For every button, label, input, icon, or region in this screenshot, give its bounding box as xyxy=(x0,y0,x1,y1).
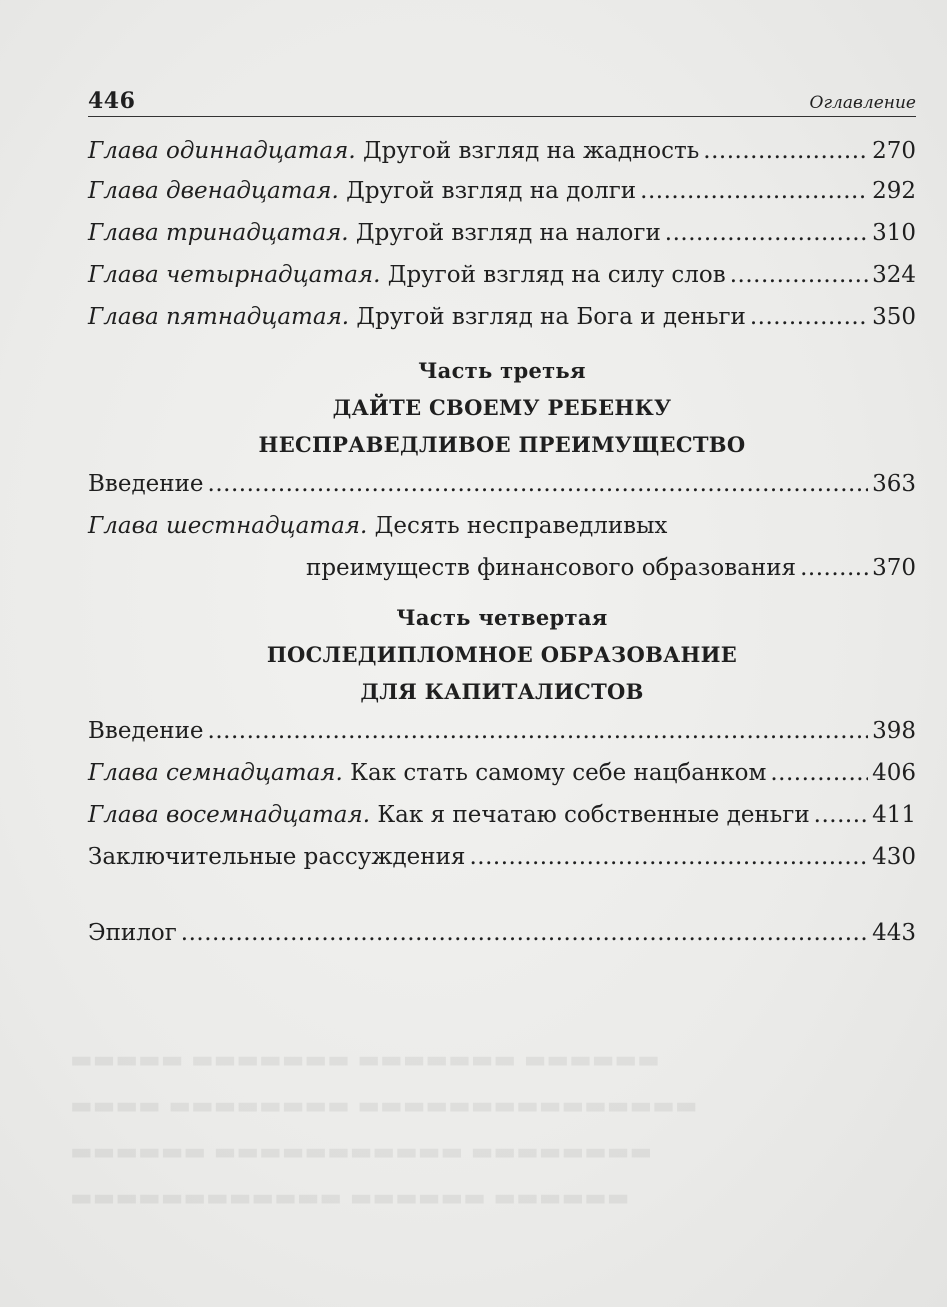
page-ref: 350 xyxy=(872,304,916,330)
chapter-title: Другой взгляд на налоги xyxy=(348,220,661,246)
page-ref: 406 xyxy=(872,760,916,786)
chapter-title: Десять несправедливых xyxy=(367,513,668,539)
toc-entry-conclusion[interactable] xyxy=(88,836,916,878)
part-four-label: Часть четвертая xyxy=(396,605,608,630)
leader-dots xyxy=(800,547,868,589)
page-ref: 443 xyxy=(872,920,916,946)
part-four-title-line1: ПОСЛЕДИПЛОМНОЕ ОБРАЗОВАНИЕ xyxy=(266,642,738,667)
chapter-label: Глава двенадцатая. xyxy=(88,178,339,204)
chapter-title: Другой взгляд на силу слов xyxy=(380,262,726,288)
toc-entry-chapter-16[interactable] xyxy=(88,505,916,547)
leader-dots xyxy=(730,254,868,296)
page-ref: 398 xyxy=(872,718,916,744)
page-ref: 370 xyxy=(872,555,916,581)
page-ref: 411 xyxy=(872,802,916,828)
leader-dots xyxy=(703,132,868,170)
leader-dots xyxy=(208,463,869,505)
leader-dots xyxy=(181,912,868,954)
bleed-through-text: ▬▬▬▬▬▬▬▬▬▬▬▬ ▬▬▬▬▬▬ ▬▬▬▬▬▬ ▬▬▬▬▬▬ ▬▬▬▬▬▬▬▬▬▬▬ ▬▬▬▬▬▬▬▬ ▬▬▬▬ ▬▬▬▬▬▬▬▬ ▬▬▬▬▬▬▬▬▬▬▬▬▬▬▬ ▬▬▬▬▬ ▬▬▬▬▬▬▬ ▬▬▬▬▬▬▬ ▬▬▬▬▬▬ xyxy=(70,1049,698,1215)
part-three-label: Часть третья xyxy=(418,358,586,383)
leader-dots xyxy=(640,170,868,212)
page-header xyxy=(88,86,916,117)
toc-entry-part-four-intro[interactable] xyxy=(88,710,916,752)
chapter-title: Другой взгляд на Бога и деньги xyxy=(349,304,746,330)
toc-entry-chapter-15[interactable] xyxy=(88,296,916,338)
toc-entry-chapter-14[interactable] xyxy=(88,254,916,296)
chapter-label: Глава семнадцатая. xyxy=(88,760,343,786)
leader-dots xyxy=(814,794,868,836)
toc-entry-chapter-11[interactable] xyxy=(88,132,916,170)
chapter-label: Глава шестнадцатая. xyxy=(88,513,368,539)
page-ref: 310 xyxy=(872,220,916,246)
entry-title: Введение xyxy=(88,718,204,744)
entry-title: Заключительные рассуждения xyxy=(88,844,466,870)
part-three-title-line1: ДАЙТЕ СВОЕМУ РЕБЕНКУ xyxy=(332,395,672,420)
chapter-label: Глава пятнадцатая. xyxy=(88,304,350,330)
entry-title: Эпилог xyxy=(88,920,177,946)
chapter-label: Глава тринадцатая. xyxy=(88,220,349,246)
leader-dots xyxy=(208,710,869,752)
running-head: Оглавление xyxy=(809,93,916,113)
toc-entry-chapter-17[interactable] xyxy=(88,752,916,794)
toc-entry-chapter-12[interactable] xyxy=(88,170,916,212)
toc-entry-chapter-13[interactable] xyxy=(88,212,916,254)
table-of-contents xyxy=(88,132,916,954)
chapter-title: Как стать самому себе нацбанком xyxy=(342,760,767,786)
page-ref: 324 xyxy=(872,262,916,288)
part-four-title-line2: ДЛЯ КАПИТАЛИСТОВ xyxy=(360,679,644,704)
leader-dots xyxy=(770,752,868,794)
entry-title: Введение xyxy=(88,471,204,497)
page-ref: 430 xyxy=(872,844,916,870)
chapter-label: Глава восемнадцатая. xyxy=(88,802,371,828)
toc-entry-chapter-18[interactable] xyxy=(88,794,916,836)
toc-entry-epilogue[interactable] xyxy=(88,912,916,954)
leader-dots xyxy=(750,296,868,338)
chapter-label: Глава одиннадцатая. xyxy=(88,138,356,164)
chapter-title-continued: преимуществ финансового образования xyxy=(306,555,797,581)
chapter-title: Как я печатаю собственные деньги xyxy=(370,802,810,828)
leader-dots xyxy=(665,212,868,254)
chapter-label: Глава четырнадцатая. xyxy=(88,262,381,288)
leader-dots xyxy=(469,836,868,878)
page-number: 446 xyxy=(88,88,136,114)
chapter-title: Другой взгляд на долги xyxy=(338,178,637,204)
page-ref: 270 xyxy=(872,138,916,164)
part-three-title-line2: НЕСПРАВЕДЛИВОЕ ПРЕИМУЩЕСТВО xyxy=(258,432,746,457)
toc-entry-part-three-intro[interactable] xyxy=(88,463,916,505)
toc-entry-chapter-16-continued[interactable] xyxy=(88,547,916,589)
page-ref: 292 xyxy=(872,178,916,204)
page-ref: 363 xyxy=(872,471,916,497)
chapter-title: Другой взгляд на жадность xyxy=(355,138,700,164)
